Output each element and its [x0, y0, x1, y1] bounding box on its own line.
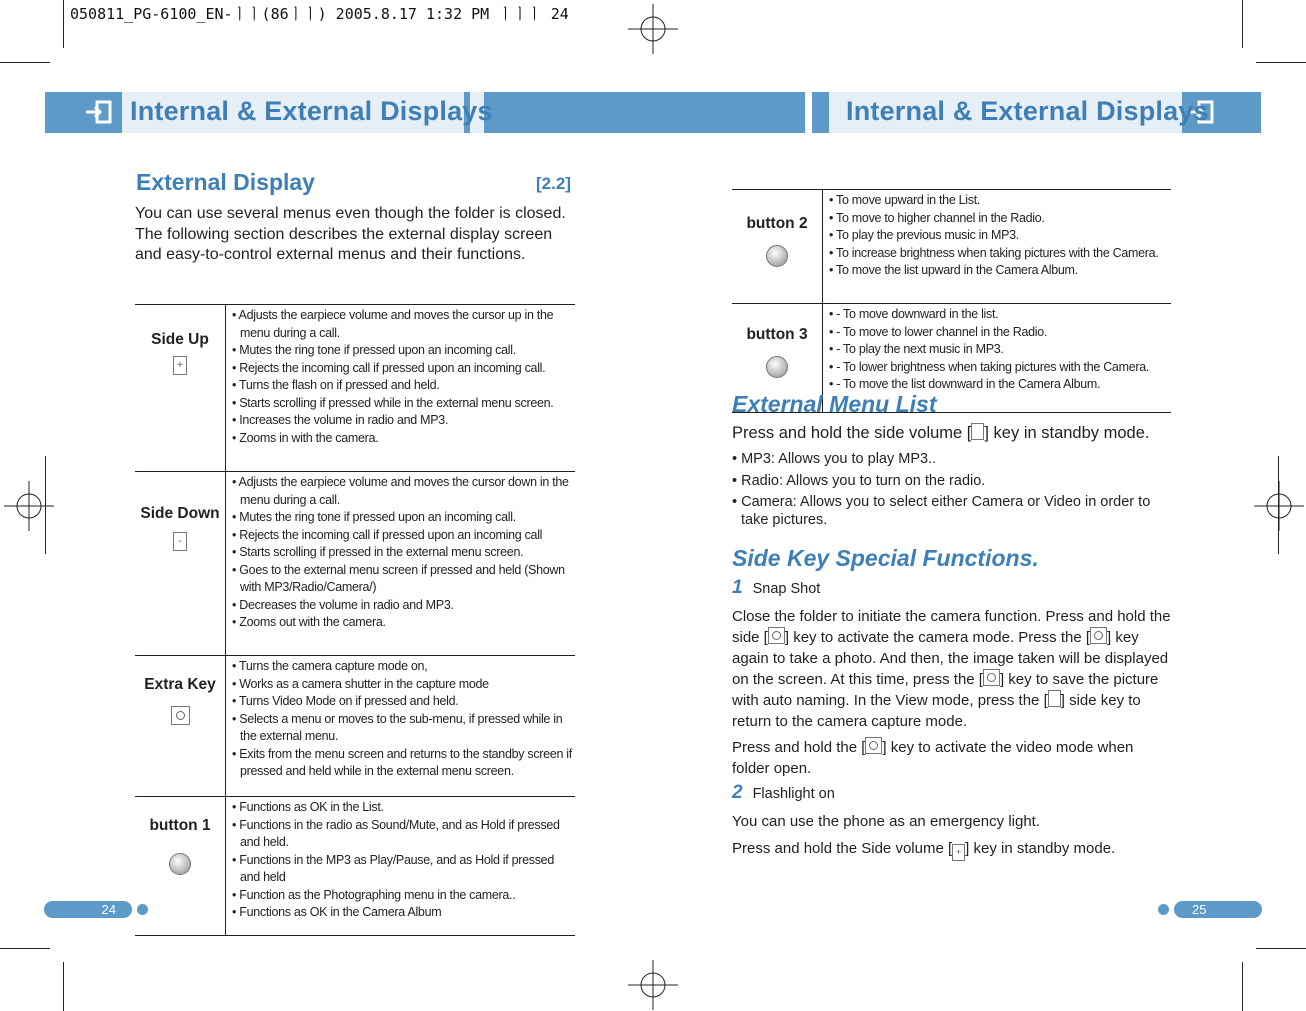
registration-mark-icon — [628, 960, 678, 1010]
desc-line: • Zooms in with the camera. — [232, 430, 379, 445]
right-key-table — [732, 189, 1171, 413]
section-ref: [2.2] — [536, 174, 571, 193]
volume-up-key-icon: + — [173, 356, 187, 375]
text-fragment: Press and hold the side volume [ — [732, 424, 972, 442]
round-button-icon — [766, 245, 788, 267]
camera-key-icon — [865, 737, 882, 754]
desc-line: • To move the list upward in the Camera Album. — [829, 263, 1078, 277]
camera-key-icon — [768, 627, 785, 644]
crop-mark — [45, 456, 46, 554]
text-fragment: ] side key to return to the camera capture mode. — [732, 692, 1141, 730]
desc-line: • Starts scrolling if pressed while in the external menu screen. — [232, 395, 554, 410]
key-description — [226, 797, 576, 936]
crop-mark — [1256, 62, 1306, 63]
text-fragment: ] key in standby mode. — [965, 840, 1116, 857]
desc-line: • Turns the flash on if pressed and held. — [232, 378, 440, 392]
flashlight-instruction — [732, 838, 1172, 861]
desc-line: • Mutes the ring tone if pressed upon an incoming call. — [232, 510, 516, 524]
menu-list-item: • MP3: Allows you to play MP3.. — [732, 451, 937, 467]
text-fragment: ] key again to take a photo. And then, the image taken will be displayed on the screen. At this time, press the [ — [732, 629, 1169, 688]
key-row-button-1 — [135, 797, 575, 936]
desc-line: • Selects a menu or moves to the sub-menu, if pressed while in the external menu. — [232, 711, 563, 743]
desc-line: • - To move the list downward in the Camera Album. — [829, 377, 1101, 391]
section-title: External Display — [136, 169, 315, 195]
volume-key-icon: + — [952, 844, 965, 861]
desc-line: • To play the previous music in MP3. — [829, 228, 1019, 242]
key-name: Side Down — [140, 505, 220, 522]
desc-line: • Zooms out with the camera. — [232, 615, 386, 629]
text-fragment: Press and hold the [ — [732, 739, 866, 756]
crop-mark — [1256, 948, 1306, 949]
side-key-title: Side Key Special Functions. — [732, 545, 1039, 571]
camera-key-icon — [1090, 627, 1107, 644]
key-cell — [732, 190, 823, 304]
key-cell — [135, 797, 226, 936]
desc-line: • Goes to the external menu screen if pressed and held (Shown with MP3/Radio/Camera/) — [232, 562, 565, 594]
step-label: Snap Shot — [752, 581, 821, 597]
step-number: 1 — [732, 577, 743, 598]
desc-line: • Functions as OK in the Camera Album — [232, 905, 442, 919]
camera-key-icon — [171, 706, 190, 725]
desc-line: • Function as the Photographing menu in the camera.. — [232, 887, 516, 902]
key-description — [226, 305, 576, 472]
key-name: Extra Key — [144, 676, 216, 693]
key-row-side-down — [135, 472, 575, 656]
key-row-button-2 — [732, 190, 1171, 304]
camera-key-icon — [983, 669, 1000, 686]
menu-list-item: • Radio: Allows you to turn on the radio. — [732, 473, 986, 489]
crop-mark — [63, 0, 64, 48]
desc-line: • Turns the camera capture mode on, — [232, 659, 428, 673]
key-description — [226, 472, 576, 656]
crop-mark — [1278, 456, 1279, 554]
key-cell — [135, 472, 226, 656]
text-fragment: Press and hold the Side volume [ — [732, 840, 953, 857]
desc-line: • Exits from the menu screen and returns to the standby screen if pressed and held while in the external menu screen. — [232, 746, 572, 778]
crop-mark — [63, 962, 64, 1011]
key-name: button 3 — [746, 326, 808, 343]
text-fragment: ] key in standby mode. — [984, 424, 1150, 442]
page-number-right: 25 — [1174, 901, 1262, 918]
menu-list-intro — [732, 423, 1149, 443]
desc-line: • Mutes the ring tone if pressed upon an incoming call. — [232, 343, 516, 357]
print-header: 050811_PG-6100_EN-ㅣㅣ(86ㅣㅣ) 2005.8.17 1:32 PM ㅣㅣㅣ 24 — [70, 5, 569, 23]
crop-mark — [1242, 962, 1243, 1011]
section-intro: You can use several menus even though the folder is closed. The following section describes the external display screen and easy-to-control external menus and their functions. — [135, 205, 566, 263]
arrow-into-box-icon — [86, 100, 112, 124]
registration-mark-icon — [628, 4, 678, 54]
desc-line: • - To lower brightness when taking pictures with the Camera. — [829, 359, 1150, 374]
desc-line: • Functions as OK in the List. — [232, 800, 384, 814]
video-mode-paragraph — [732, 737, 1172, 779]
key-name: button 1 — [149, 817, 211, 834]
menu-list-title: External Menu List — [732, 391, 937, 417]
page-dot-icon — [1158, 904, 1169, 915]
desc-line: • To increase brightness when taking pictures with the Camera. — [829, 245, 1159, 260]
desc-line: • Adjusts the earpiece volume and moves the cursor down in the menu during a call. — [232, 475, 569, 507]
page-dot-icon — [137, 904, 148, 915]
text-fragment: ] key to save the picture with auto naming. In the View mode, press the [ — [732, 671, 1159, 709]
volume-down-key-icon: - — [173, 532, 187, 551]
page-number-left: 24 — [44, 901, 132, 918]
volume-key-icon — [1048, 690, 1061, 707]
left-banner-title: Internal & External Displays — [130, 96, 493, 126]
step-number: 2 — [732, 782, 743, 803]
step-1-heading — [732, 577, 820, 599]
desc-line: • Functions in the radio as Sound/Mute, and as Hold if pressed and held. — [232, 817, 560, 849]
round-button-icon — [169, 853, 191, 875]
step-label: Flashlight on — [752, 786, 835, 802]
text-fragment: ] key to activate the video mode when folder open. — [732, 739, 1134, 777]
desc-line: • Functions in the MP3 as Play/Pause, and as Hold if pressed and held — [232, 852, 554, 884]
desc-line: • - To move to lower channel in the Radio. — [829, 324, 1048, 339]
menu-list — [732, 449, 1172, 529]
flashlight-paragraph: You can use the phone as an emergency light. — [732, 813, 1040, 830]
desc-line: • Rejects the incoming call if pressed upon an incoming call — [232, 527, 543, 542]
desc-line: • Starts scrolling if pressed in the external menu screen. — [232, 545, 524, 559]
key-cell — [135, 656, 226, 797]
text-fragment: ] key to activate the camera mode. Press the [ — [784, 629, 1091, 646]
right-banner-title: Internal & External Displays — [846, 96, 1209, 126]
key-description — [226, 656, 576, 797]
key-name: button 2 — [746, 215, 808, 232]
key-cell — [135, 305, 226, 472]
desc-line: • Rejects the incoming call if pressed upon an incoming call. — [232, 360, 546, 375]
crop-mark — [0, 948, 50, 949]
desc-line: • Turns Video Mode on if pressed and held. — [232, 694, 459, 708]
key-row-side-up — [135, 305, 575, 472]
text-fragment: Close the folder to initiate the camera function. Press and hold the side [ — [732, 608, 1171, 646]
step-2-heading — [732, 782, 835, 804]
crop-mark — [1242, 0, 1243, 48]
desc-line: • - To play the next music in MP3. — [829, 342, 1004, 356]
key-description — [823, 190, 1172, 304]
key-row-extra-key — [135, 656, 575, 797]
round-button-icon — [766, 356, 788, 378]
desc-line: • - To move downward in the list. — [829, 307, 999, 321]
desc-line: • Decreases the volume in radio and MP3. — [232, 597, 454, 612]
left-key-table — [135, 304, 575, 936]
volume-key-icon — [971, 423, 984, 440]
key-name: Side Up — [151, 331, 209, 348]
snap-shot-paragraph — [732, 606, 1172, 732]
crop-mark — [0, 62, 50, 63]
registration-mark-icon — [4, 481, 54, 531]
desc-line: • Adjusts the earpiece volume and moves the cursor up in the menu during a call. — [232, 308, 554, 340]
desc-line: • To move to higher channel in the Radio. — [829, 210, 1045, 225]
registration-mark-icon — [1254, 481, 1304, 531]
desc-line: • To move upward in the List. — [829, 193, 981, 207]
desc-line: • Increases the volume in radio and MP3. — [232, 413, 449, 427]
menu-list-item: • Camera: Allows you to select either Camera or Video in order to take pictures. — [732, 494, 1151, 528]
desc-line: • Works as a camera shutter in the capture mode — [232, 676, 489, 691]
